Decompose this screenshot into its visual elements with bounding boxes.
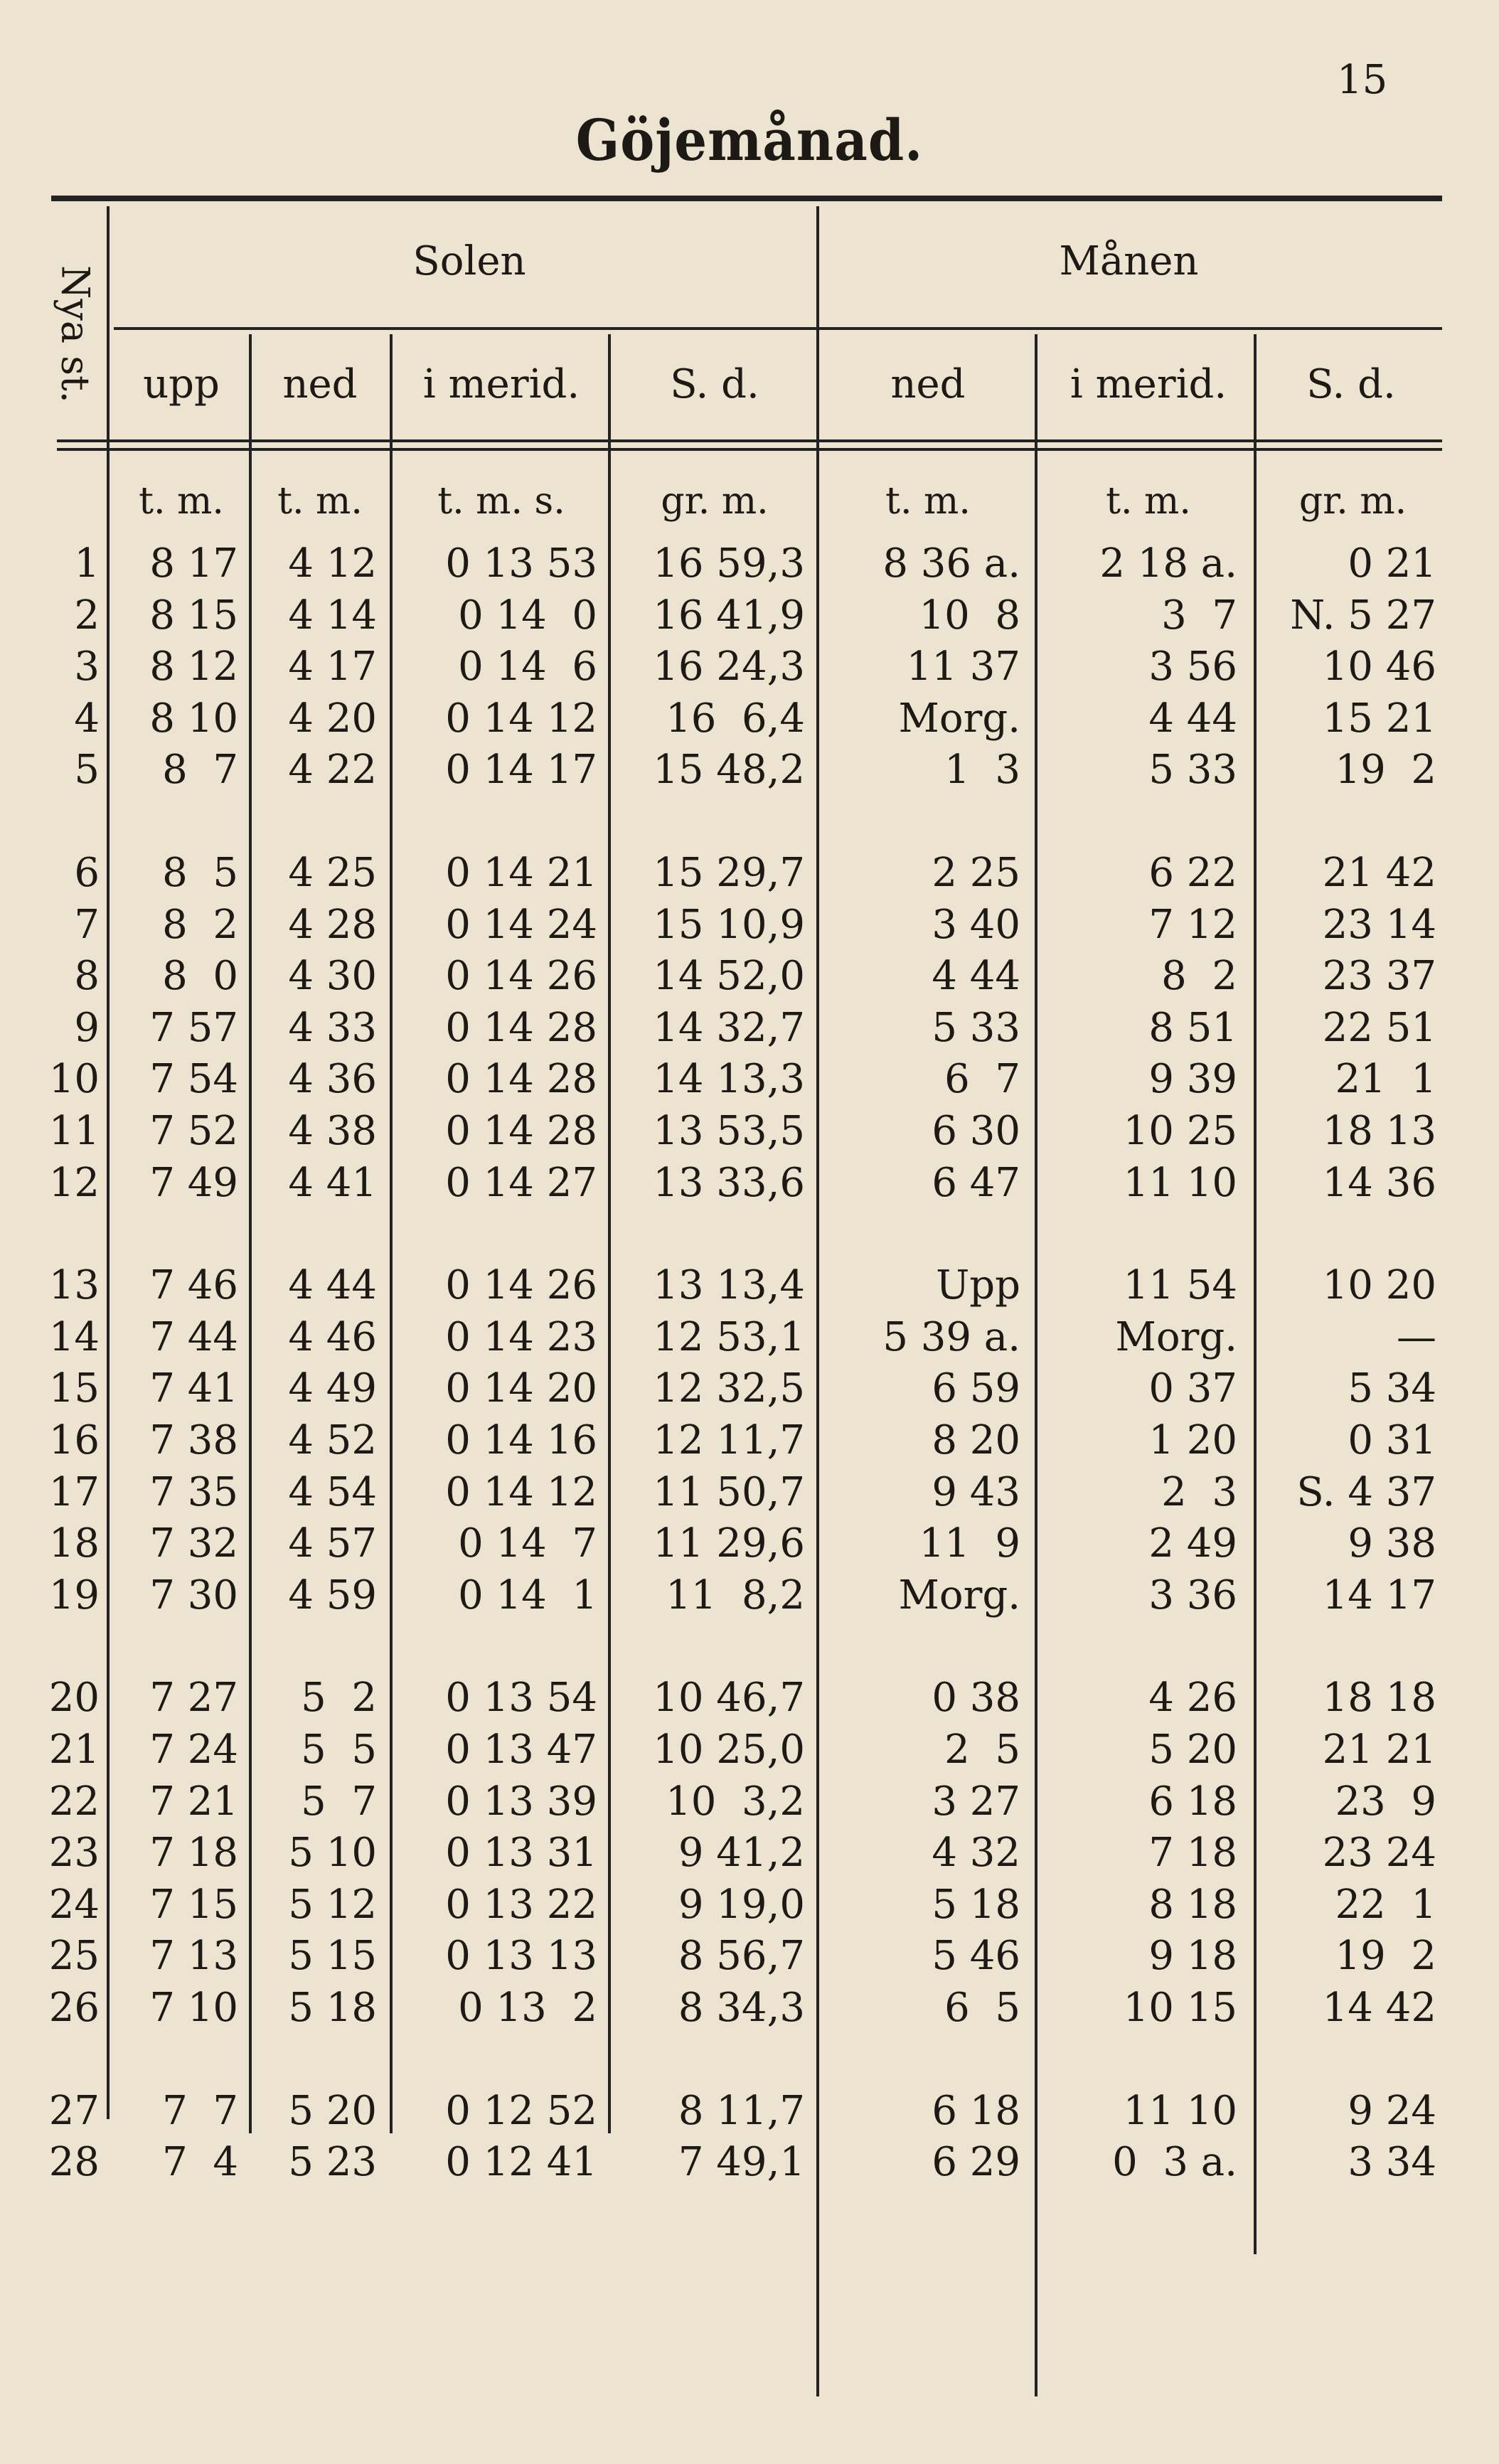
moon-ned-cell: 6 5 bbox=[944, 1985, 1020, 2031]
moon-ned-cell: 3 40 bbox=[932, 901, 1020, 948]
moon-sd-cell: 19 2 bbox=[1335, 1933, 1436, 1980]
sun-imerid-cell: 0 14 26 bbox=[445, 1262, 597, 1309]
day-cell: 5 bbox=[74, 747, 100, 794]
sun-imerid-header: i merid. bbox=[422, 361, 580, 407]
moon-ned-cell: 2 25 bbox=[932, 850, 1020, 896]
sun-ned-cell: 4 41 bbox=[288, 1159, 377, 1206]
sun-ned-cell: 4 36 bbox=[288, 1056, 377, 1103]
moon-sd-cell: — bbox=[1397, 1313, 1436, 1360]
moon-ned-cell: 8 36 a. bbox=[882, 540, 1020, 587]
sun-ned-cell: 4 22 bbox=[288, 747, 377, 794]
unit-ned: t. m. bbox=[277, 480, 363, 523]
sun-imerid-cell: 0 13 39 bbox=[445, 1778, 597, 1825]
sun-sd-cell: 8 34,3 bbox=[678, 1985, 805, 2031]
sun-sd-cell: 15 29,7 bbox=[653, 850, 805, 896]
sun-upp-cell: 7 52 bbox=[149, 1108, 238, 1154]
top-rule bbox=[51, 196, 1442, 201]
moon-imerid-cell: 6 22 bbox=[1148, 850, 1237, 896]
moon-ned-cell: 4 44 bbox=[932, 953, 1020, 1000]
moon-ned-cell: 1 3 bbox=[944, 747, 1020, 794]
sun-upp-cell: 8 0 bbox=[162, 953, 238, 1000]
day-cell: 24 bbox=[48, 1881, 100, 1928]
sun-imerid-cell: 0 14 0 bbox=[458, 592, 597, 639]
sun-upp-cell: 7 41 bbox=[149, 1365, 238, 1412]
vrule-ned bbox=[390, 334, 393, 2133]
sun-sd-cell: 14 13,3 bbox=[653, 1056, 805, 1103]
sun-upp-cell: 7 46 bbox=[149, 1262, 238, 1309]
sun-ned-cell: 4 52 bbox=[288, 1417, 377, 1463]
sun-imerid-cell: 0 14 16 bbox=[445, 1417, 597, 1463]
sun-upp-cell: 8 12 bbox=[149, 644, 238, 690]
moon-imerid-cell: 8 51 bbox=[1148, 1004, 1237, 1051]
sun-upp-cell: 7 10 bbox=[149, 1985, 238, 2031]
day-cell: 20 bbox=[48, 1675, 100, 1722]
sun-sd-cell: 15 48,2 bbox=[653, 747, 805, 794]
vrule-upp bbox=[249, 334, 252, 2133]
sun-upp-cell: 7 27 bbox=[149, 1675, 238, 1722]
moon-imerid-header: i merid. bbox=[1069, 361, 1227, 407]
sun-imerid-cell: 0 14 7 bbox=[458, 1520, 597, 1567]
moon-imerid-cell: 5 20 bbox=[1148, 1727, 1237, 1773]
moon-imerid-cell: 2 49 bbox=[1148, 1520, 1237, 1567]
sun-ned-cell: 4 38 bbox=[288, 1108, 377, 1154]
sun-imerid-cell: 0 13 54 bbox=[445, 1675, 597, 1722]
sun-sd-cell: 7 49,1 bbox=[678, 2139, 805, 2186]
moon-ned-cell: 6 47 bbox=[932, 1159, 1020, 1206]
sun-upp-cell: 7 4 bbox=[162, 2139, 238, 2186]
sun-upp-cell: 7 15 bbox=[149, 1881, 238, 1928]
sun-upp-cell: 8 7 bbox=[162, 747, 238, 794]
vrule-moon-imerid bbox=[1254, 334, 1257, 2254]
moon-imerid-cell: 7 18 bbox=[1148, 1830, 1237, 1877]
sun-upp-cell: 7 13 bbox=[149, 1933, 238, 1980]
day-cell: 26 bbox=[48, 1985, 100, 2031]
moon-sd-cell: 14 17 bbox=[1322, 1572, 1436, 1618]
sun-ned-cell: 4 12 bbox=[288, 540, 377, 587]
sun-imerid-cell: 0 14 23 bbox=[445, 1313, 597, 1360]
moon-ned-cell: 6 29 bbox=[932, 2139, 1020, 2186]
day-cell: 25 bbox=[48, 1933, 100, 1980]
moon-ned-cell: 2 5 bbox=[944, 1727, 1020, 1773]
vrule-moon-ned bbox=[1035, 334, 1037, 2396]
sun-sd-cell: 16 41,9 bbox=[653, 592, 805, 639]
sun-sd-cell: 10 25,0 bbox=[653, 1727, 805, 1773]
sun-imerid-cell: 0 13 47 bbox=[445, 1727, 597, 1773]
sun-upp-cell: 7 54 bbox=[149, 1056, 238, 1103]
sun-upp-cell: 7 30 bbox=[149, 1572, 238, 1618]
day-cell: 1 bbox=[74, 540, 100, 587]
moon-sd-cell: S. 4 37 bbox=[1296, 1468, 1436, 1515]
sun-imerid-cell: 0 14 27 bbox=[445, 1159, 597, 1206]
page-title: Göjemånad. bbox=[575, 107, 924, 174]
day-cell: 3 bbox=[74, 644, 100, 690]
moon-ned-cell: 6 18 bbox=[932, 2087, 1020, 2134]
group-header-rule bbox=[114, 327, 1442, 330]
sun-sd-cell: 9 19,0 bbox=[678, 1881, 805, 1928]
sun-imerid-cell: 0 14 6 bbox=[458, 644, 597, 690]
moon-ned-cell: 8 20 bbox=[932, 1417, 1020, 1463]
sun-ned-cell: 4 46 bbox=[288, 1313, 377, 1360]
sun-imerid-cell: 0 14 21 bbox=[445, 850, 597, 896]
sun-sd-header: S. d. bbox=[670, 361, 759, 407]
moon-sd-cell: 18 13 bbox=[1322, 1108, 1436, 1154]
sun-upp-cell: 7 38 bbox=[149, 1417, 238, 1463]
day-cell: 17 bbox=[48, 1468, 100, 1515]
sun-sd-cell: 12 11,7 bbox=[653, 1417, 805, 1463]
sun-upp-cell: 8 17 bbox=[149, 540, 238, 587]
sun-sd-cell: 11 29,6 bbox=[653, 1520, 805, 1567]
moon-imerid-cell: 9 39 bbox=[1148, 1056, 1237, 1103]
sun-imerid-cell: 0 12 41 bbox=[445, 2139, 597, 2186]
moon-imerid-cell: 9 18 bbox=[1148, 1933, 1237, 1980]
moon-ned-cell: 0 38 bbox=[932, 1675, 1020, 1722]
vrule-sd bbox=[816, 206, 819, 2396]
moon-sd-cell: 9 24 bbox=[1348, 2087, 1436, 2134]
moon-sd-cell: 23 37 bbox=[1322, 953, 1436, 1000]
moon-sd-cell: 0 31 bbox=[1348, 1417, 1436, 1463]
moon-imerid-cell: 11 54 bbox=[1123, 1262, 1237, 1309]
header-rule-lower bbox=[57, 448, 1442, 451]
moon-sd-cell: 23 14 bbox=[1322, 901, 1436, 948]
moon-ned-header: ned bbox=[890, 361, 966, 407]
sun-imerid-cell: 0 12 52 bbox=[445, 2087, 597, 2134]
sun-upp-header: upp bbox=[143, 361, 220, 407]
unit-moon-ned: t. m. bbox=[885, 480, 971, 523]
day-cell: 12 bbox=[48, 1159, 100, 1206]
sun-ned-cell: 5 12 bbox=[288, 1881, 377, 1928]
day-cell: 9 bbox=[74, 1004, 100, 1051]
vrule-imerid bbox=[608, 334, 611, 2133]
sun-ned-cell: 4 20 bbox=[288, 695, 377, 742]
sun-ned-cell: 5 2 bbox=[301, 1675, 377, 1722]
sun-sd-cell: 15 10,9 bbox=[653, 901, 805, 948]
sun-imerid-cell: 0 14 12 bbox=[445, 695, 597, 742]
moon-sd-cell: 14 42 bbox=[1322, 1985, 1436, 2031]
sun-sd-cell: 13 33,6 bbox=[653, 1159, 805, 1206]
moon-ned-cell: 5 33 bbox=[932, 1004, 1020, 1051]
sun-upp-cell: 8 5 bbox=[162, 850, 238, 896]
sun-ned-cell: 5 5 bbox=[301, 1727, 377, 1773]
sun-imerid-cell: 0 13 2 bbox=[458, 1985, 597, 2031]
moon-imerid-cell: 7 12 bbox=[1148, 901, 1237, 948]
sun-upp-cell: 7 49 bbox=[149, 1159, 238, 1206]
sun-ned-cell: 5 18 bbox=[288, 1985, 377, 2031]
moon-sd-cell: 22 1 bbox=[1335, 1881, 1436, 1928]
sun-sd-cell: 9 41,2 bbox=[678, 1830, 805, 1877]
nya-st-label: Nya st. bbox=[53, 265, 98, 403]
day-cell: 11 bbox=[48, 1108, 100, 1154]
day-cell: 14 bbox=[48, 1313, 100, 1360]
moon-ned-cell: 5 18 bbox=[932, 1881, 1020, 1928]
sun-imerid-cell: 0 14 17 bbox=[445, 747, 597, 794]
moon-imerid-cell: 3 56 bbox=[1148, 644, 1237, 690]
moon-sd-cell: 23 9 bbox=[1335, 1778, 1436, 1825]
sun-ned-cell: 5 20 bbox=[288, 2087, 377, 2134]
sun-sd-cell: 8 56,7 bbox=[678, 1933, 805, 1980]
sun-ned-cell: 4 25 bbox=[288, 850, 377, 896]
moon-ned-cell: Upp bbox=[936, 1262, 1020, 1309]
unit-imerid: t. m. s. bbox=[437, 480, 565, 523]
moon-sd-cell: 23 24 bbox=[1322, 1830, 1436, 1877]
day-cell: 27 bbox=[48, 2087, 100, 2134]
moon-sd-cell: 21 1 bbox=[1335, 1056, 1436, 1103]
day-cell: 13 bbox=[48, 1262, 100, 1309]
sun-imerid-cell: 0 14 24 bbox=[445, 901, 597, 948]
moon-sd-cell: 5 34 bbox=[1348, 1365, 1436, 1412]
sun-ned-cell: 4 33 bbox=[288, 1004, 377, 1051]
moon-imerid-cell: 2 3 bbox=[1161, 1468, 1237, 1515]
moon-ned-cell: 9 43 bbox=[932, 1468, 1020, 1515]
sun-imerid-cell: 0 14 28 bbox=[445, 1056, 597, 1103]
moon-imerid-cell: 6 18 bbox=[1148, 1778, 1237, 1825]
sun-imerid-cell: 0 14 26 bbox=[445, 953, 597, 1000]
sun-imerid-cell: 0 14 28 bbox=[445, 1108, 597, 1154]
sun-upp-cell: 7 32 bbox=[149, 1520, 238, 1567]
page-number: 15 bbox=[1337, 57, 1388, 103]
unit-upp: t. m. bbox=[139, 480, 224, 523]
day-cell: 16 bbox=[48, 1417, 100, 1463]
sun-sd-cell: 16 24,3 bbox=[653, 644, 805, 690]
sun-sd-cell: 13 53,5 bbox=[653, 1108, 805, 1154]
sun-ned-cell: 5 10 bbox=[288, 1830, 377, 1877]
moon-ned-cell: 5 46 bbox=[932, 1933, 1020, 1980]
day-cell: 21 bbox=[48, 1727, 100, 1773]
day-cell: 4 bbox=[74, 695, 100, 742]
sun-ned-header: ned bbox=[282, 361, 358, 407]
sun-ned-cell: 4 17 bbox=[288, 644, 377, 690]
moon-sd-header: S. d. bbox=[1306, 361, 1396, 407]
sun-sd-cell: 13 13,4 bbox=[653, 1262, 805, 1309]
sun-ned-cell: 4 14 bbox=[288, 592, 377, 639]
moon-imerid-cell: 8 18 bbox=[1148, 1881, 1237, 1928]
moon-imerid-cell: 3 7 bbox=[1161, 592, 1237, 639]
day-cell: 18 bbox=[48, 1520, 100, 1567]
moon-imerid-cell: 0 3 a. bbox=[1112, 2139, 1237, 2186]
sun-sd-cell: 14 32,7 bbox=[653, 1004, 805, 1051]
sun-ned-cell: 4 54 bbox=[288, 1468, 377, 1515]
moon-imerid-cell: 11 10 bbox=[1123, 1159, 1237, 1206]
sun-upp-cell: 8 10 bbox=[149, 695, 238, 742]
moon-sd-cell: 15 21 bbox=[1322, 695, 1436, 742]
moon-imerid-cell: 5 33 bbox=[1148, 747, 1237, 794]
moon-sd-cell: 22 51 bbox=[1322, 1004, 1436, 1051]
manen-header: Månen bbox=[1059, 238, 1199, 284]
moon-sd-cell: 21 42 bbox=[1322, 850, 1436, 896]
moon-ned-cell: 6 59 bbox=[932, 1365, 1020, 1412]
sun-sd-cell: 14 52,0 bbox=[653, 953, 805, 1000]
moon-imerid-cell: 2 18 a. bbox=[1099, 540, 1237, 587]
sun-upp-cell: 8 2 bbox=[162, 901, 238, 948]
sun-upp-cell: 7 24 bbox=[149, 1727, 238, 1773]
moon-sd-cell: 19 2 bbox=[1335, 747, 1436, 794]
moon-imerid-cell: 4 44 bbox=[1148, 695, 1237, 742]
sun-ned-cell: 4 49 bbox=[288, 1365, 377, 1412]
sun-imerid-cell: 0 14 12 bbox=[445, 1468, 597, 1515]
sun-ned-cell: 5 15 bbox=[288, 1933, 377, 1980]
sun-upp-cell: 7 7 bbox=[162, 2087, 238, 2134]
sun-sd-cell: 12 53,1 bbox=[653, 1313, 805, 1360]
moon-sd-cell: 14 36 bbox=[1322, 1159, 1436, 1206]
day-cell: 10 bbox=[48, 1056, 100, 1103]
sun-sd-cell: 10 3,2 bbox=[666, 1778, 805, 1825]
moon-imerid-cell: 0 37 bbox=[1148, 1365, 1237, 1412]
day-cell: 28 bbox=[48, 2139, 100, 2186]
sun-sd-cell: 12 32,5 bbox=[653, 1365, 805, 1412]
moon-sd-cell: 9 38 bbox=[1348, 1520, 1436, 1567]
sun-imerid-cell: 0 14 1 bbox=[458, 1572, 597, 1618]
day-cell: 19 bbox=[48, 1572, 100, 1618]
moon-sd-cell: 18 18 bbox=[1322, 1675, 1436, 1722]
sun-imerid-cell: 0 14 20 bbox=[445, 1365, 597, 1412]
header-rule-upper bbox=[57, 439, 1442, 442]
moon-ned-cell: 5 39 a. bbox=[882, 1313, 1020, 1360]
sun-imerid-cell: 0 13 31 bbox=[445, 1830, 597, 1877]
sun-ned-cell: 5 23 bbox=[288, 2139, 377, 2186]
sun-ned-cell: 4 28 bbox=[288, 901, 377, 948]
sun-sd-cell: 10 46,7 bbox=[653, 1675, 805, 1722]
unit-moon-imerid: t. m. bbox=[1106, 480, 1191, 523]
moon-imerid-cell: 11 10 bbox=[1123, 2087, 1237, 2134]
moon-ned-cell: 6 7 bbox=[944, 1056, 1020, 1103]
moon-ned-cell: Morg. bbox=[898, 1572, 1020, 1618]
moon-sd-cell: 0 21 bbox=[1348, 540, 1436, 587]
sun-upp-cell: 7 57 bbox=[149, 1004, 238, 1051]
moon-imerid-cell: 4 26 bbox=[1148, 1675, 1237, 1722]
moon-sd-cell: N. 5 27 bbox=[1290, 592, 1436, 639]
sun-sd-cell: 16 59,3 bbox=[653, 540, 805, 587]
sun-sd-cell: 11 50,7 bbox=[653, 1468, 805, 1515]
nya-st-header bbox=[47, 235, 104, 434]
vrule-day bbox=[107, 206, 110, 2119]
day-cell: 2 bbox=[74, 592, 100, 639]
moon-ned-cell: 6 30 bbox=[932, 1108, 1020, 1154]
moon-imerid-cell: 3 36 bbox=[1148, 1572, 1237, 1618]
solen-header: Solen bbox=[412, 238, 526, 284]
day-cell: 6 bbox=[74, 850, 100, 896]
sun-ned-cell: 4 57 bbox=[288, 1520, 377, 1567]
unit-moon-sd: gr. m. bbox=[1298, 480, 1407, 523]
sun-ned-cell: 4 59 bbox=[288, 1572, 377, 1618]
moon-ned-cell: 4 32 bbox=[932, 1830, 1020, 1877]
sun-upp-cell: 7 35 bbox=[149, 1468, 238, 1515]
day-cell: 15 bbox=[48, 1365, 100, 1412]
day-cell: 7 bbox=[74, 901, 100, 948]
sun-sd-cell: 8 11,7 bbox=[678, 2087, 805, 2134]
sun-imerid-cell: 0 13 53 bbox=[445, 540, 597, 587]
sun-sd-cell: 16 6,4 bbox=[666, 695, 805, 742]
moon-imerid-cell: Morg. bbox=[1115, 1313, 1237, 1360]
moon-ned-cell: 3 27 bbox=[932, 1778, 1020, 1825]
moon-imerid-cell: 10 25 bbox=[1123, 1108, 1237, 1154]
day-cell: 22 bbox=[48, 1778, 100, 1825]
moon-sd-cell: 21 21 bbox=[1322, 1727, 1436, 1773]
sun-upp-cell: 7 44 bbox=[149, 1313, 238, 1360]
sun-imerid-cell: 0 14 28 bbox=[445, 1004, 597, 1051]
day-cell: 8 bbox=[74, 953, 100, 1000]
sun-ned-cell: 4 30 bbox=[288, 953, 377, 1000]
moon-sd-cell: 3 34 bbox=[1348, 2139, 1436, 2186]
moon-imerid-cell: 1 20 bbox=[1148, 1417, 1237, 1463]
sun-imerid-cell: 0 13 22 bbox=[445, 1881, 597, 1928]
moon-ned-cell: 11 9 bbox=[919, 1520, 1020, 1567]
unit-sd: gr. m. bbox=[661, 480, 769, 523]
moon-sd-cell: 10 46 bbox=[1322, 644, 1436, 690]
moon-ned-cell: 11 37 bbox=[906, 644, 1020, 690]
day-cell: 23 bbox=[48, 1830, 100, 1877]
moon-ned-cell: Morg. bbox=[898, 695, 1020, 742]
sun-ned-cell: 5 7 bbox=[301, 1778, 377, 1825]
sun-imerid-cell: 0 13 13 bbox=[445, 1933, 597, 1980]
moon-sd-cell: 10 20 bbox=[1322, 1262, 1436, 1309]
sun-sd-cell: 11 8,2 bbox=[666, 1572, 805, 1618]
sun-upp-cell: 7 21 bbox=[149, 1778, 238, 1825]
moon-ned-cell: 10 8 bbox=[919, 592, 1020, 639]
moon-imerid-cell: 10 15 bbox=[1123, 1985, 1237, 2031]
moon-imerid-cell: 8 2 bbox=[1161, 953, 1237, 1000]
sun-upp-cell: 8 15 bbox=[149, 592, 238, 639]
sun-upp-cell: 7 18 bbox=[149, 1830, 238, 1877]
sun-ned-cell: 4 44 bbox=[288, 1262, 377, 1309]
